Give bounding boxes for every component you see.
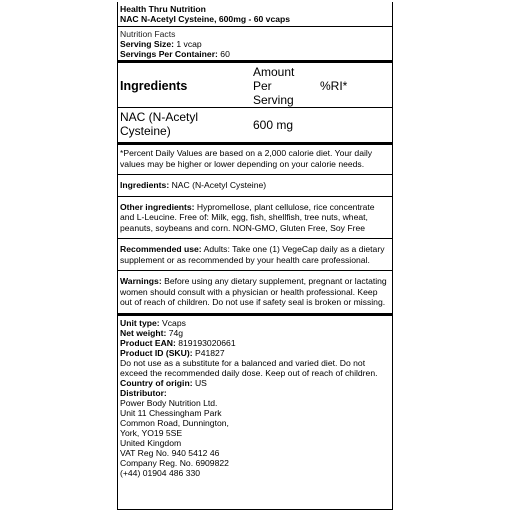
- nutrient-amount: 600 mg: [253, 117, 294, 132]
- origin-value: US: [194, 377, 207, 388]
- nutrition-facts-title: Nutrition Facts: [120, 29, 176, 39]
- product-info: [118, 316, 392, 480]
- nutrient-name-line: Cysteine): [120, 123, 171, 138]
- distributor-line: Common Road, Dunnington,: [120, 417, 229, 428]
- recommended-use-text: Adults: Take one (1) VegeCap daily as a dietary supplement or as recommended by your health care professional.: [120, 244, 385, 265]
- ingredients-statement: [118, 175, 392, 196]
- nutrition-header-row: [118, 63, 392, 107]
- distributor-line: Power Body Nutrition Ltd.: [120, 397, 218, 408]
- warnings-label: Warnings:: [120, 276, 162, 286]
- supplement-label: [117, 2, 393, 510]
- distributor-line: United Kingdom: [120, 437, 182, 448]
- distributor-line: VAT Reg No. 940 5412 46: [120, 447, 220, 458]
- serving-size-label: Serving Size:: [120, 39, 174, 49]
- nutrient-name: [120, 111, 253, 138]
- recommended-use: [118, 239, 392, 270]
- recommended-use-label: Recommended use:: [120, 244, 202, 254]
- product-ean: [120, 338, 390, 348]
- amount-header-line: Serving: [253, 93, 294, 107]
- distributor-line: Company Reg. No. 6909822: [120, 457, 229, 468]
- servings-value: 60: [220, 49, 230, 59]
- warnings: [118, 271, 392, 313]
- servings-label: Servings Per Container:: [120, 49, 218, 59]
- other-ingredients-text: Hypromellose, plant cellulose, rice concentrate and L-Leucine. Free of: Milk, egg, fish, shellfish, tree nuts, wheat, peanuts, soybeans and corn. NON-GMO, Gluten Free, Soy Free: [120, 201, 375, 233]
- servings-per-container: [118, 49, 392, 60]
- other-ingredients: [118, 197, 392, 239]
- sku-value: P41827: [194, 347, 225, 358]
- other-ingredients-label: Other ingredients:: [120, 201, 195, 212]
- ingredients-text: NAC (N-Acetyl Cysteine): [171, 180, 267, 190]
- origin-label: Country of origin:: [120, 377, 193, 388]
- disclaimer-line: exceed the recommended daily dose. Keep out of reach of children.: [120, 367, 378, 378]
- product-sku: [120, 348, 390, 358]
- disclaimer-line: Do not use as a substitute for a balanced and varied diet. Do not: [120, 357, 366, 368]
- daily-value-footnote: *Percent Daily Values are based on a 2,000 calorie diet. Your daily values may be higher or lower depending on your calorie needs.: [120, 148, 373, 169]
- sku-label: Product ID (SKU):: [120, 347, 193, 358]
- distributor-line: Unit 11 Chessingham Park: [120, 407, 222, 418]
- unit-type: [120, 318, 390, 328]
- nutrient-name-line: NAC (N-Acetyl: [120, 110, 199, 124]
- distributor-label: [120, 388, 390, 398]
- serving-size-value: 1 vcap: [176, 39, 202, 49]
- distributor-line: York, YO19 5SE: [120, 427, 183, 438]
- net-weight-value: 74g: [168, 327, 184, 338]
- ingredients-column-header: Ingredients: [120, 79, 188, 93]
- country-of-origin: [120, 378, 390, 388]
- unit-type-label: Unit type:: [120, 317, 160, 328]
- ri-column-header: %RI*: [320, 79, 348, 93]
- amount-column-header: [253, 65, 320, 107]
- ean-label: Product EAN:: [120, 337, 176, 348]
- unit-type-value: Vcaps: [162, 317, 186, 328]
- ean-value: 819193020661: [178, 337, 236, 348]
- distributor-label-text: Distributor:: [120, 387, 167, 398]
- serving-size: [118, 39, 392, 49]
- brand-name: Health Thru Nutrition: [120, 4, 206, 14]
- amount-header-line: Amount: [253, 65, 295, 79]
- product-name: NAC N-Acetyl Cysteine, 600mg - 60 vcaps: [120, 14, 291, 24]
- net-weight-label: Net weight:: [120, 327, 167, 338]
- net-weight: [120, 328, 390, 338]
- distributor-line: (+44) 01904 486 330: [120, 467, 201, 478]
- nutrient-row: [118, 108, 392, 142]
- ingredients-label: Ingredients:: [120, 180, 170, 190]
- warnings-text: Before using any dietary supplement, pregnant or lactating women should consult with a physician or health professional. Keep out of reach of children. Do not use if safety seal is broken or missing.: [120, 276, 387, 307]
- amount-header-line: Per: [253, 79, 272, 93]
